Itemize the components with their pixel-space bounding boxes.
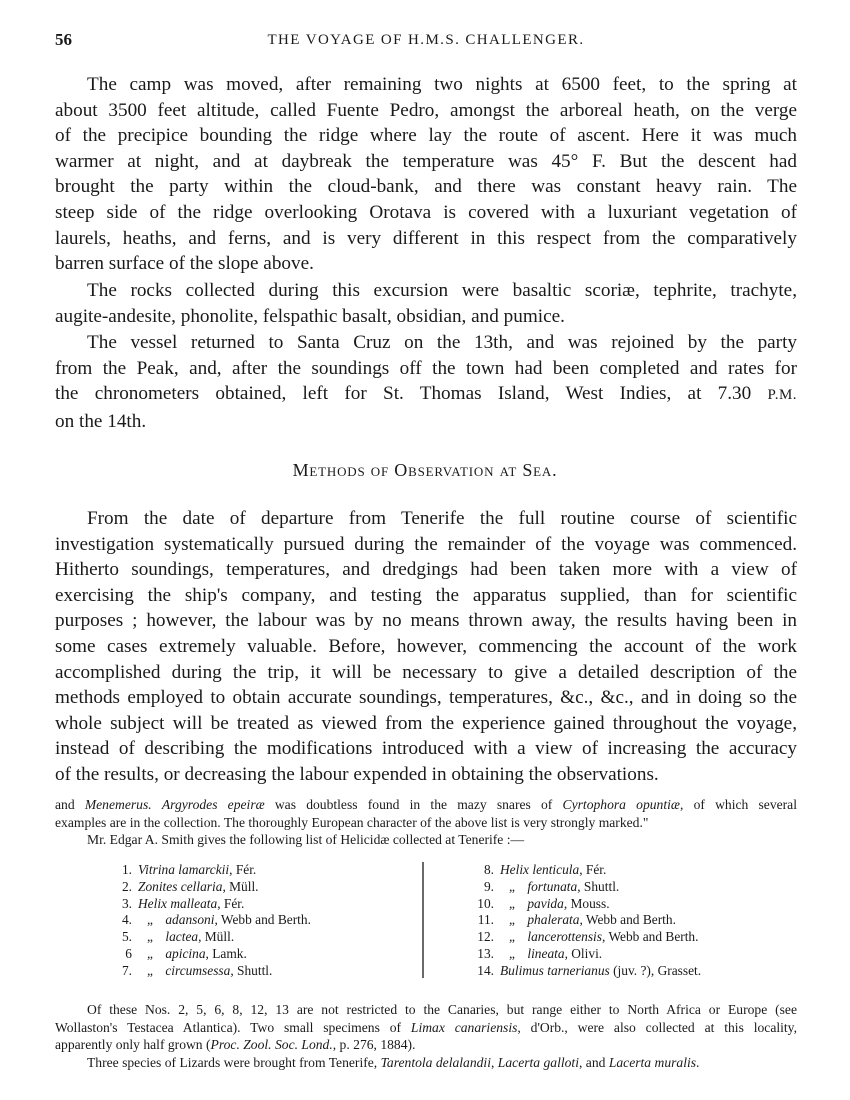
species-list-item bbox=[470, 879, 820, 896]
species-list-item bbox=[108, 912, 408, 929]
text-line: The camp was moved, after remaining two nights at 6500 feet, to the spring at bbox=[87, 74, 797, 95]
taxon-name: lancerottensis bbox=[527, 929, 602, 945]
species-column-left bbox=[108, 862, 408, 980]
taxon-name: lactea bbox=[165, 929, 199, 945]
text-line: brought the party within the cloud-bank, and there was constant heavy rain. The bbox=[55, 176, 797, 198]
text-line bbox=[55, 1054, 797, 1072]
ditto-mark: „ bbox=[147, 962, 153, 978]
ditto-mark: „ bbox=[147, 945, 153, 961]
column-divider bbox=[422, 862, 424, 978]
text-line: Hitherto soundings, temperatures, and dredgings had been taken more with a view of bbox=[55, 559, 797, 581]
item-number: 12. bbox=[477, 929, 494, 945]
text-fragment: , d'Orb., were also collected at this locality, bbox=[517, 1019, 797, 1035]
item-number: 10. bbox=[477, 895, 494, 911]
text-line: From the date of departure from Tenerife the full routine course of scientific bbox=[87, 508, 797, 529]
text-fragment: . bbox=[696, 1055, 700, 1070]
text-line: warmer at night, and at daybreak the temperature was 45° F. But the descent had bbox=[55, 150, 797, 172]
taxon-name: circumsessa bbox=[165, 962, 231, 978]
text-line: accomplished during the trip, it will be necessary to give a detailed description of the bbox=[55, 661, 797, 683]
item-number: 8. bbox=[483, 862, 494, 877]
taxon-author: , Müll. bbox=[222, 878, 259, 894]
text-fragment: the chronometers obtained, left for St. Thomas Island, West Indies, at 7.30 bbox=[55, 383, 752, 405]
text-line: The rocks collected during this excursion were basaltic scoriæ, tephrite, trachyte, bbox=[87, 280, 797, 301]
taxon-name: fortunata bbox=[527, 878, 578, 894]
text-line: exercising the ship's company, and testing the apparatus supplied, than for scientific bbox=[55, 584, 797, 606]
paragraph-camp bbox=[55, 72, 797, 277]
species-list-item bbox=[108, 946, 408, 963]
taxon-name: Lacerta muralis bbox=[608, 1055, 697, 1070]
running-head bbox=[55, 30, 797, 54]
paragraph-vessel bbox=[55, 330, 797, 434]
text-fragment: , p. 276, 1884). bbox=[332, 1037, 416, 1052]
text-fragment: Three species of Lizards were brought from Tenerife, bbox=[87, 1055, 381, 1070]
text-fragment: Wollaston's Testacea Atlantica). Two small specimens of bbox=[55, 1019, 411, 1035]
taxon-author: , Fér. bbox=[229, 862, 257, 877]
paragraph-rocks bbox=[55, 278, 797, 329]
taxon-name: Lacerta galloti bbox=[497, 1055, 579, 1070]
text-line: on the 14th. bbox=[55, 410, 147, 432]
species-list-item bbox=[108, 963, 408, 980]
running-title: THE VOYAGE OF H.M.S. CHALLENGER. bbox=[267, 32, 585, 48]
taxon-author: (juv. ?), Grasset. bbox=[609, 962, 702, 978]
ditto-mark: „ bbox=[147, 929, 153, 945]
item-number: 4. bbox=[121, 912, 132, 928]
species-list-item bbox=[470, 862, 820, 879]
ditto-mark: „ bbox=[509, 929, 515, 945]
text-line: instead of describing the modifications introduced with a view of increasing the accuracy bbox=[55, 738, 797, 760]
taxon-author: , Webb and Berth. bbox=[602, 929, 699, 945]
ditto-mark: „ bbox=[509, 878, 515, 894]
footnote-lizards bbox=[55, 1054, 797, 1072]
taxon-name: Helix malleata bbox=[138, 895, 218, 911]
text-fragment: , and bbox=[578, 1055, 609, 1070]
item-number: 3. bbox=[121, 895, 132, 911]
text-line: some cases extremely valuable. Before, however, commencing the account of the work bbox=[55, 635, 797, 657]
species-list-item bbox=[470, 963, 820, 980]
footnote-intro bbox=[55, 831, 797, 849]
text-line: Of these Nos. 2, 5, 6, 8, 12, 13 are not restricted to the Canaries, but range either to North Africa or Europe (see bbox=[87, 1002, 797, 1017]
footnote-continuation bbox=[55, 796, 797, 831]
species-list-item bbox=[108, 929, 408, 946]
text-fragment: was doubtless found in the mazy snares of bbox=[264, 797, 563, 812]
item-number: 11. bbox=[477, 912, 494, 928]
taxon-name: pavida bbox=[527, 895, 564, 911]
item-number: 6 bbox=[125, 945, 132, 961]
text-line bbox=[55, 1019, 797, 1037]
section-heading: Methods of Observation at Sea. bbox=[292, 460, 558, 480]
text-line: whole subject will be treated as viewed from the experience gained throughout the voyage, bbox=[55, 712, 797, 734]
text-fragment: apparently only half grown ( bbox=[55, 1037, 211, 1052]
taxon-name: Vitrina lamarckii bbox=[138, 862, 230, 877]
text-line: from the Peak, and, after the soundings off the town had been completed and rates for bbox=[55, 357, 797, 379]
text-line: The vessel returned to Santa Cruz on the 13th, and was rejoined by the party bbox=[87, 332, 797, 353]
text-fragment: , of which several bbox=[679, 797, 797, 812]
citation: Proc. Zool. Soc. Lond. bbox=[210, 1037, 333, 1052]
taxon-name: Cyrtophora opuntiæ bbox=[562, 797, 680, 812]
taxon-author: , Mouss. bbox=[563, 895, 610, 911]
item-number: 2. bbox=[121, 878, 132, 894]
taxon-author: , Fér. bbox=[217, 895, 245, 911]
text-fragment: and bbox=[55, 797, 85, 812]
item-number: 9. bbox=[483, 878, 494, 894]
text-line: augite-andesite, phonolite, felspathic basalt, obsidian, and pumice. bbox=[55, 305, 565, 327]
taxon-author: , Olivi. bbox=[564, 945, 603, 961]
taxon-author: , Fér. bbox=[579, 862, 607, 877]
item-number: 14. bbox=[477, 962, 494, 978]
ditto-mark: „ bbox=[509, 895, 515, 911]
time-suffix: P.M. bbox=[767, 387, 797, 404]
species-list-item bbox=[470, 946, 820, 963]
species-list-item bbox=[108, 896, 408, 913]
text-line bbox=[55, 381, 797, 409]
taxon-name: Menemerus. bbox=[84, 797, 152, 812]
ditto-mark: „ bbox=[147, 912, 153, 928]
species-list-item bbox=[470, 912, 820, 929]
item-number: 7. bbox=[121, 962, 132, 978]
species-list-item bbox=[108, 879, 408, 896]
text-fragment bbox=[152, 797, 162, 812]
taxon-author: , Shuttl. bbox=[230, 962, 273, 978]
species-list-item bbox=[470, 929, 820, 946]
text-line bbox=[55, 1036, 797, 1054]
text-line: examples are in the collection. The thoroughly European character of the above list is very strongly marked." bbox=[55, 814, 649, 830]
taxon-author: , Lamk. bbox=[205, 945, 247, 961]
text-line: steep side of the ridge overlooking Orotava is covered with a luxuriant vegetation of bbox=[55, 201, 797, 223]
taxon-name: lineata bbox=[527, 945, 565, 961]
text-line: laurels, heaths, and ferns, and is very different in this respect from the comparatively bbox=[55, 227, 797, 249]
text-line: Mr. Edgar A. Smith gives the following list of Helicidæ collected at Tenerife :— bbox=[87, 832, 525, 847]
taxon-name: Argyrodes epeiræ bbox=[161, 797, 265, 812]
text-line: methods employed to obtain accurate soundings, temperatures, &c., &c., and in doing so the bbox=[55, 687, 797, 709]
ditto-mark: „ bbox=[509, 912, 515, 928]
item-number: 5. bbox=[121, 929, 132, 945]
taxon-author: , Shuttl. bbox=[577, 878, 620, 894]
taxon-author: , Webb and Berth. bbox=[214, 912, 311, 928]
text-line: investigation systematically pursued during the remainder of the voyage was commenced. bbox=[55, 533, 797, 555]
species-column-right bbox=[470, 862, 820, 980]
taxon-name: Tarentola delalandii bbox=[380, 1055, 491, 1070]
taxon-name: apicina bbox=[165, 945, 206, 961]
paragraph-methods bbox=[55, 506, 797, 788]
taxon-name: phalerata bbox=[527, 912, 580, 928]
text-fragment: , bbox=[491, 1055, 498, 1070]
text-line: of the precipice bounding the ridge where lay the route of ascent. Here it was much bbox=[55, 125, 797, 147]
ditto-mark: „ bbox=[509, 945, 515, 961]
item-number: 13. bbox=[477, 945, 494, 961]
taxon-name: Zonites cellaria bbox=[138, 878, 223, 894]
page-number: 56 bbox=[55, 30, 72, 49]
taxon-name: Limax canariensis bbox=[410, 1019, 518, 1035]
text-line: about 3500 feet altitude, called Fuente Pedro, amongst the arboreal heath, on the verge bbox=[55, 99, 797, 121]
taxon-name: Bulimus tarnerianus bbox=[500, 962, 610, 978]
taxon-name: adansoni bbox=[165, 912, 215, 928]
species-list-item bbox=[108, 862, 408, 879]
text-line: barren surface of the slope above. bbox=[55, 253, 314, 275]
footnote-distribution bbox=[55, 1001, 797, 1054]
text-line bbox=[55, 796, 797, 814]
taxon-name: Helix lenticula bbox=[500, 862, 580, 877]
item-number: 1. bbox=[121, 862, 132, 877]
taxon-author: , Müll. bbox=[198, 929, 235, 945]
species-list-item bbox=[470, 896, 820, 913]
text-line: purposes ; however, the labour was by no means thrown away, the results having been in bbox=[55, 610, 797, 632]
species-list bbox=[0, 862, 850, 982]
text-line: of the results, or decreasing the labour expended in obtaining the observations. bbox=[55, 763, 659, 785]
taxon-author: , Webb and Berth. bbox=[579, 912, 676, 928]
